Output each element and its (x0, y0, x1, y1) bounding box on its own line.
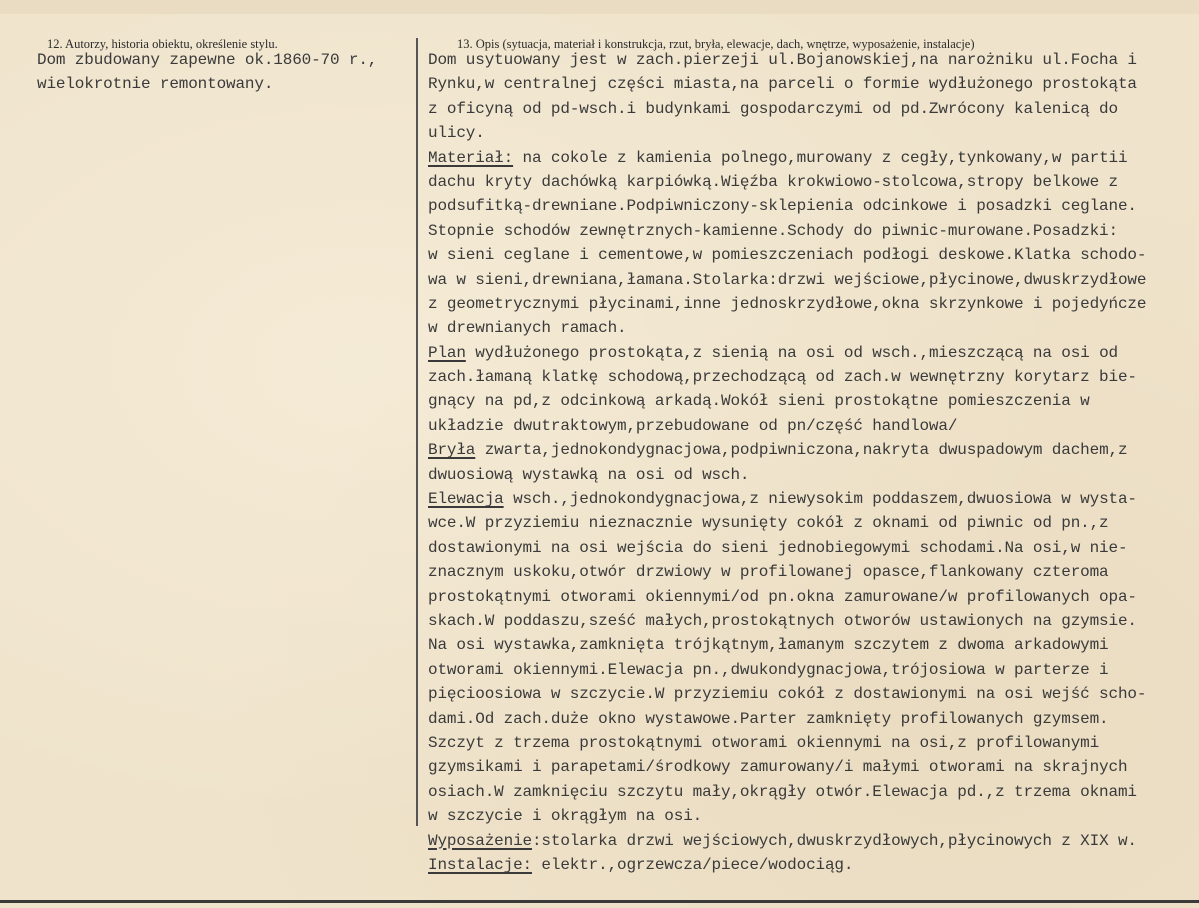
line-text: wsch.,jednokondygnacjowa,z niewysokim poddaszem,dwuosiowa w wysta- (503, 490, 1137, 509)
section-13-line (428, 780, 1146, 804)
section-13-line (428, 389, 1146, 413)
line-text: znacznym uskoku,otwór drzwiowy w profilowanej opasce,flankowany czteroma (428, 563, 1109, 582)
section-13-line (428, 707, 1146, 731)
section-13-line (428, 316, 1146, 340)
section-13-line (428, 487, 1146, 511)
section-label: Elewacja (428, 490, 504, 509)
line-text: wa w sieni,drewniana,łamana.Stolarka:drzwi wejściowe,płycinowe,dwuskrzydłowe (428, 270, 1147, 289)
section-13-line (428, 243, 1146, 267)
section-13-line (428, 268, 1146, 292)
line-text: gnący na pd,z odcinkową arkadą.Wokół sieni prostokątne pomieszczenia w (428, 392, 1090, 411)
line-text: zwarta,jednokondygnacjowa,podpiwniczona,nakryta dwuspadowym dachem,z (475, 441, 1128, 460)
column-divider (416, 38, 418, 826)
section-13-line (428, 682, 1146, 706)
line-text: układzie dwutraktowym,przebudowane od pn/część handlowa/ (428, 416, 958, 435)
section-13-header: 13. Opis (sytuacja, materiał i konstrukcja, rzut, bryła, elewacje, dach, wnętrze, wyposażenie, instalacje) (457, 37, 975, 51)
section-13-line (428, 341, 1146, 365)
section-label: Materiał: (428, 148, 514, 167)
section-label: Plan (428, 343, 466, 362)
line-text: dwuosiową wystawką na osi od wsch. (428, 465, 750, 484)
line-text: pięcioosiowa w szczycie.W przyziemiu cokół z dostawionymi na osi wejść scho- (428, 685, 1147, 704)
section-13-line (428, 755, 1146, 779)
section-13-line (428, 463, 1146, 487)
section-13-line (428, 219, 1146, 243)
section-13-line (428, 97, 1146, 121)
section-label: Instalacje: (428, 855, 532, 874)
line-text: :stolarka drzwi wejściowych,dwuskrzydłowych,płycinowych z XIX w. (531, 831, 1137, 850)
section-13-line (428, 829, 1146, 853)
section-13-line (428, 438, 1146, 462)
line-text: dami.Od zach.duże okno wystawowe.Parter zamknięty profilowanych gzymsem. (428, 709, 1109, 728)
line-text: wydłużonego prostokąta,z sienią na osi od wsch.,mieszczącą na osi od (465, 343, 1118, 362)
line-text: zach.łamaną klatkę schodową,przechodzącą od zach.w wewnętrzny korytarz bie- (428, 368, 1137, 387)
line-text: Stopnie schodów zewnętrznych-kamienne.Schody do piwnic-murowane.Posadzki: (428, 221, 1118, 240)
section-12-body (37, 48, 377, 97)
section-13-line (428, 414, 1146, 438)
top-margin (0, 0, 1199, 14)
line-text: skach.W poddaszu,sześć małych,prostokątnych otworów ustawionych na gzymsie. (428, 611, 1137, 630)
line-text: prostokątnymi otworami okiennymi/od pn.okna zamurowane/w profilowanych opa- (428, 587, 1137, 606)
line-text: otworami okiennymi.Elewacja pn.,dwukondygnacjowa,trójosiowa w parterze i (428, 660, 1109, 679)
section-13-line (428, 72, 1146, 96)
section-13-line (428, 658, 1146, 682)
line-text: gzymsikami i parapetami/środkowy zamurowany/i małymi otworami na skrajnych (428, 758, 1128, 777)
line-text: w szczycie i okrągłym na osi. (428, 807, 703, 826)
section-13-line (428, 804, 1146, 828)
section-13-body (428, 48, 1146, 877)
bottom-rule (0, 900, 1199, 903)
line-text: Rynku,w centralnej części miasta,na parceli o formie wydłużonego prostokąta (428, 75, 1137, 94)
section-13-line (428, 633, 1146, 657)
line-text: w drewnianych ramach. (428, 319, 627, 338)
line-text: elektr.,ogrzewcza/piece/wodociąg. (531, 855, 854, 874)
line-text: Dom usytuowany jest w zach.pierzeji ul.Bojanowskiej,na narożniku ul.Focha i (428, 51, 1137, 69)
section-13-line (428, 853, 1146, 877)
section-13-line (428, 585, 1146, 609)
section-13-line (428, 121, 1146, 145)
line-text: z oficyną od pd-wsch.i budynkami gospodarczymi od pd.Zwrócony kalenicą do (428, 99, 1118, 118)
line-text: na cokole z kamienia polnego,murowany z cegły,tynkowany,w partii (513, 148, 1128, 167)
section-12-line: wielokrotnie remontowany. (37, 75, 274, 94)
section-13-line (428, 536, 1146, 560)
section-13-line (428, 511, 1146, 535)
section-13-line (428, 194, 1146, 218)
line-text: osiach.W zamknięciu szczytu mały,okrągły otwór.Elewacja pd.,z trzema oknami (428, 782, 1137, 801)
section-label: Bryła (428, 441, 476, 460)
line-text: w sieni ceglane i cementowe,w pomieszczeniach podłogi deskowe.Klatka schodo- (428, 246, 1147, 265)
section-13-line (428, 292, 1146, 316)
section-13-line (428, 146, 1146, 170)
section-13-line (428, 48, 1146, 72)
section-13-line (428, 731, 1146, 755)
line-text: podsufitką-drewniane.Podpiwniczony-sklepienia odcinkowe i posadzki ceglane. (428, 197, 1137, 216)
line-text: dostawionymi na osi wejścia do sieni jednobiegowymi schodami.Na osi,w nie- (428, 538, 1128, 557)
section-label: Wyposażenie (428, 831, 532, 850)
section-13-line (428, 609, 1146, 633)
section-13-line (428, 170, 1146, 194)
line-text: wce.W przyziemiu nieznacznie wysunięty cokół z oknami od piwnic od pn.,z (428, 514, 1109, 533)
line-text: Na osi wystawka,zamknięta trójkątnym,łamanym szczytem z dwoma arkadowymi (428, 636, 1109, 655)
line-text: Szczyt z trzema prostokątnymi otworami okiennymi na osi,z profilowanymi (428, 733, 1100, 752)
line-text: z geometrycznymi płycinami,inne jednoskrzydłowe,okna skrzynkowe i pojedyńcze (428, 294, 1147, 313)
section-13-line (428, 560, 1146, 584)
section-13-line (428, 365, 1146, 389)
section-12-header: 12. Autorzy, historia obiektu, określenie stylu. (47, 37, 278, 51)
line-text: ulicy. (428, 124, 485, 143)
section-12-line: Dom zbudowany zapewne ok.1860-70 r., (37, 51, 378, 69)
line-text: dachu kryty dachówką karpiówką.Więźba krokwiowo-stolcowa,stropy belkowe z (428, 172, 1118, 191)
